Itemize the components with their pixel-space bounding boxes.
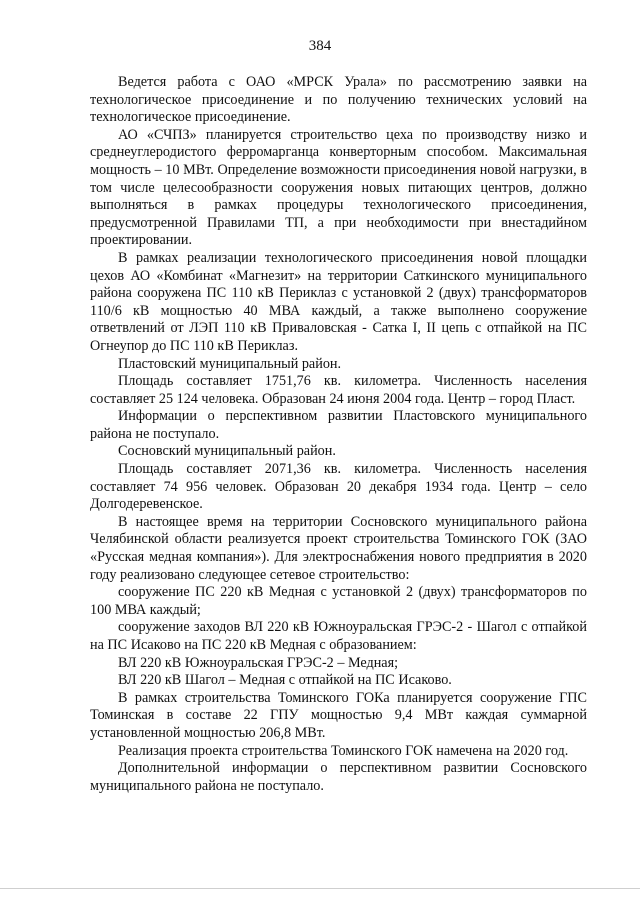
paragraph-tominsky-gok: В настоящее время на территории Сосновского муниципального района Челябинской области реализуется проект строительства Томинского ГОК (ЗАО «Русская медная компания»). Для электроснабжения нового предприятия в 2020 году реализовано следующее сетевое строительство: [90,513,587,583]
paragraph-schpz-workshop: АО «СЧПЗ» планируется строительство цеха по производству низко и среднеуглеродистого ферромарганца конверторным способом. Максимальная мощность – 10 МВт. Определение возможности присоединения новой нагрузки, в том числе целесообразности сооружения новых питающих центров, должно выполняться в рамках процедуры технологического присоединения, предусмотренной Правилами ТП, а при необходимости при внестадийном проектировании. [90,126,587,249]
paragraph-mednaya-substation: сооружение ПС 220 кВ Медная с установкой 2 (двух) трансформаторов по 100 МВА каждый; [90,584,587,618]
bottom-divider [0,888,640,889]
paragraph-gps-tominskaya: В рамках строительства Томинского ГОКа планируется сооружение ГПС Томинская в составе 22 ГПУ мощностью 9,4 МВт каждая суммарной установленной мощностью 206,8 МВт. [90,689,587,741]
paragraph-project-schedule: Реализация проекта строительства Томинского ГОК намечена на 2020 год. [118,742,569,759]
paragraph-sosnovsky-area: Площадь составляет 2071,36 кв. километра. Численность населения составляет 74 956 человек. Образован 20 декабря 1934 года. Центр – село Долгодеревенское. [90,461,587,513]
document-body [90,74,587,795]
paragraph-sosnovsky-no-info: Дополнительной информации о перспективном развитии Сосновского муниципального района не поступало. [90,760,587,794]
paragraph-plast-area: Площадь составляет 1751,76 кв. километра. Численность населения составляет 25 124 человека. Образован 24 июня 2004 года. Центр – город Пласт. [90,373,587,407]
list-item-vl-shagol: ВЛ 220 кВ Шагол – Медная с отпайкой на ПС Исаково. [118,672,452,689]
paragraph-vl-entries: сооружение заходов ВЛ 220 кВ Южноуральская ГРЭС-2 - Шагол с отпайкой на ПС Исаково на ПС 220 кВ Медная с образованием: [90,619,587,653]
list-item-vl-yuzhnouralskaya: ВЛ 220 кВ Южноуральская ГРЭС-2 – Медная; [118,654,399,671]
paragraph-mrsk-application: Ведется работа с ОАО «МРСК Урала» по рассмотрению заявки на технологическое присоединение и по получению технических условий на технологическое присоединение. [90,74,587,126]
heading-sosnovsky-district: Сосновский муниципальный район. [118,443,336,460]
heading-plast-district: Пластовский муниципальный район. [118,355,342,372]
page-number: 384 [308,38,332,54]
paragraph-magnezit-substation: В рамках реализации технологического присоединения новой площадки цехов АО «Комбинат «Магнезит» на территории Саткинского муниципального района сооружена ПС 110 кВ Периклаз с установкой 2 (двух) трансформаторов 110/6 кВ мощностью 40 МВА каждый, а также выполнено сооружение ответвлений от ЛЭП 110 кВ Приваловская - Сатка I, II цепь с отпайкой на ПС Огнеупор до ПС 110 кВ Периклаз. [90,249,587,354]
paragraph-plast-no-info: Информации о перспективном развитии Пластовского муниципального района не поступало. [90,408,587,442]
